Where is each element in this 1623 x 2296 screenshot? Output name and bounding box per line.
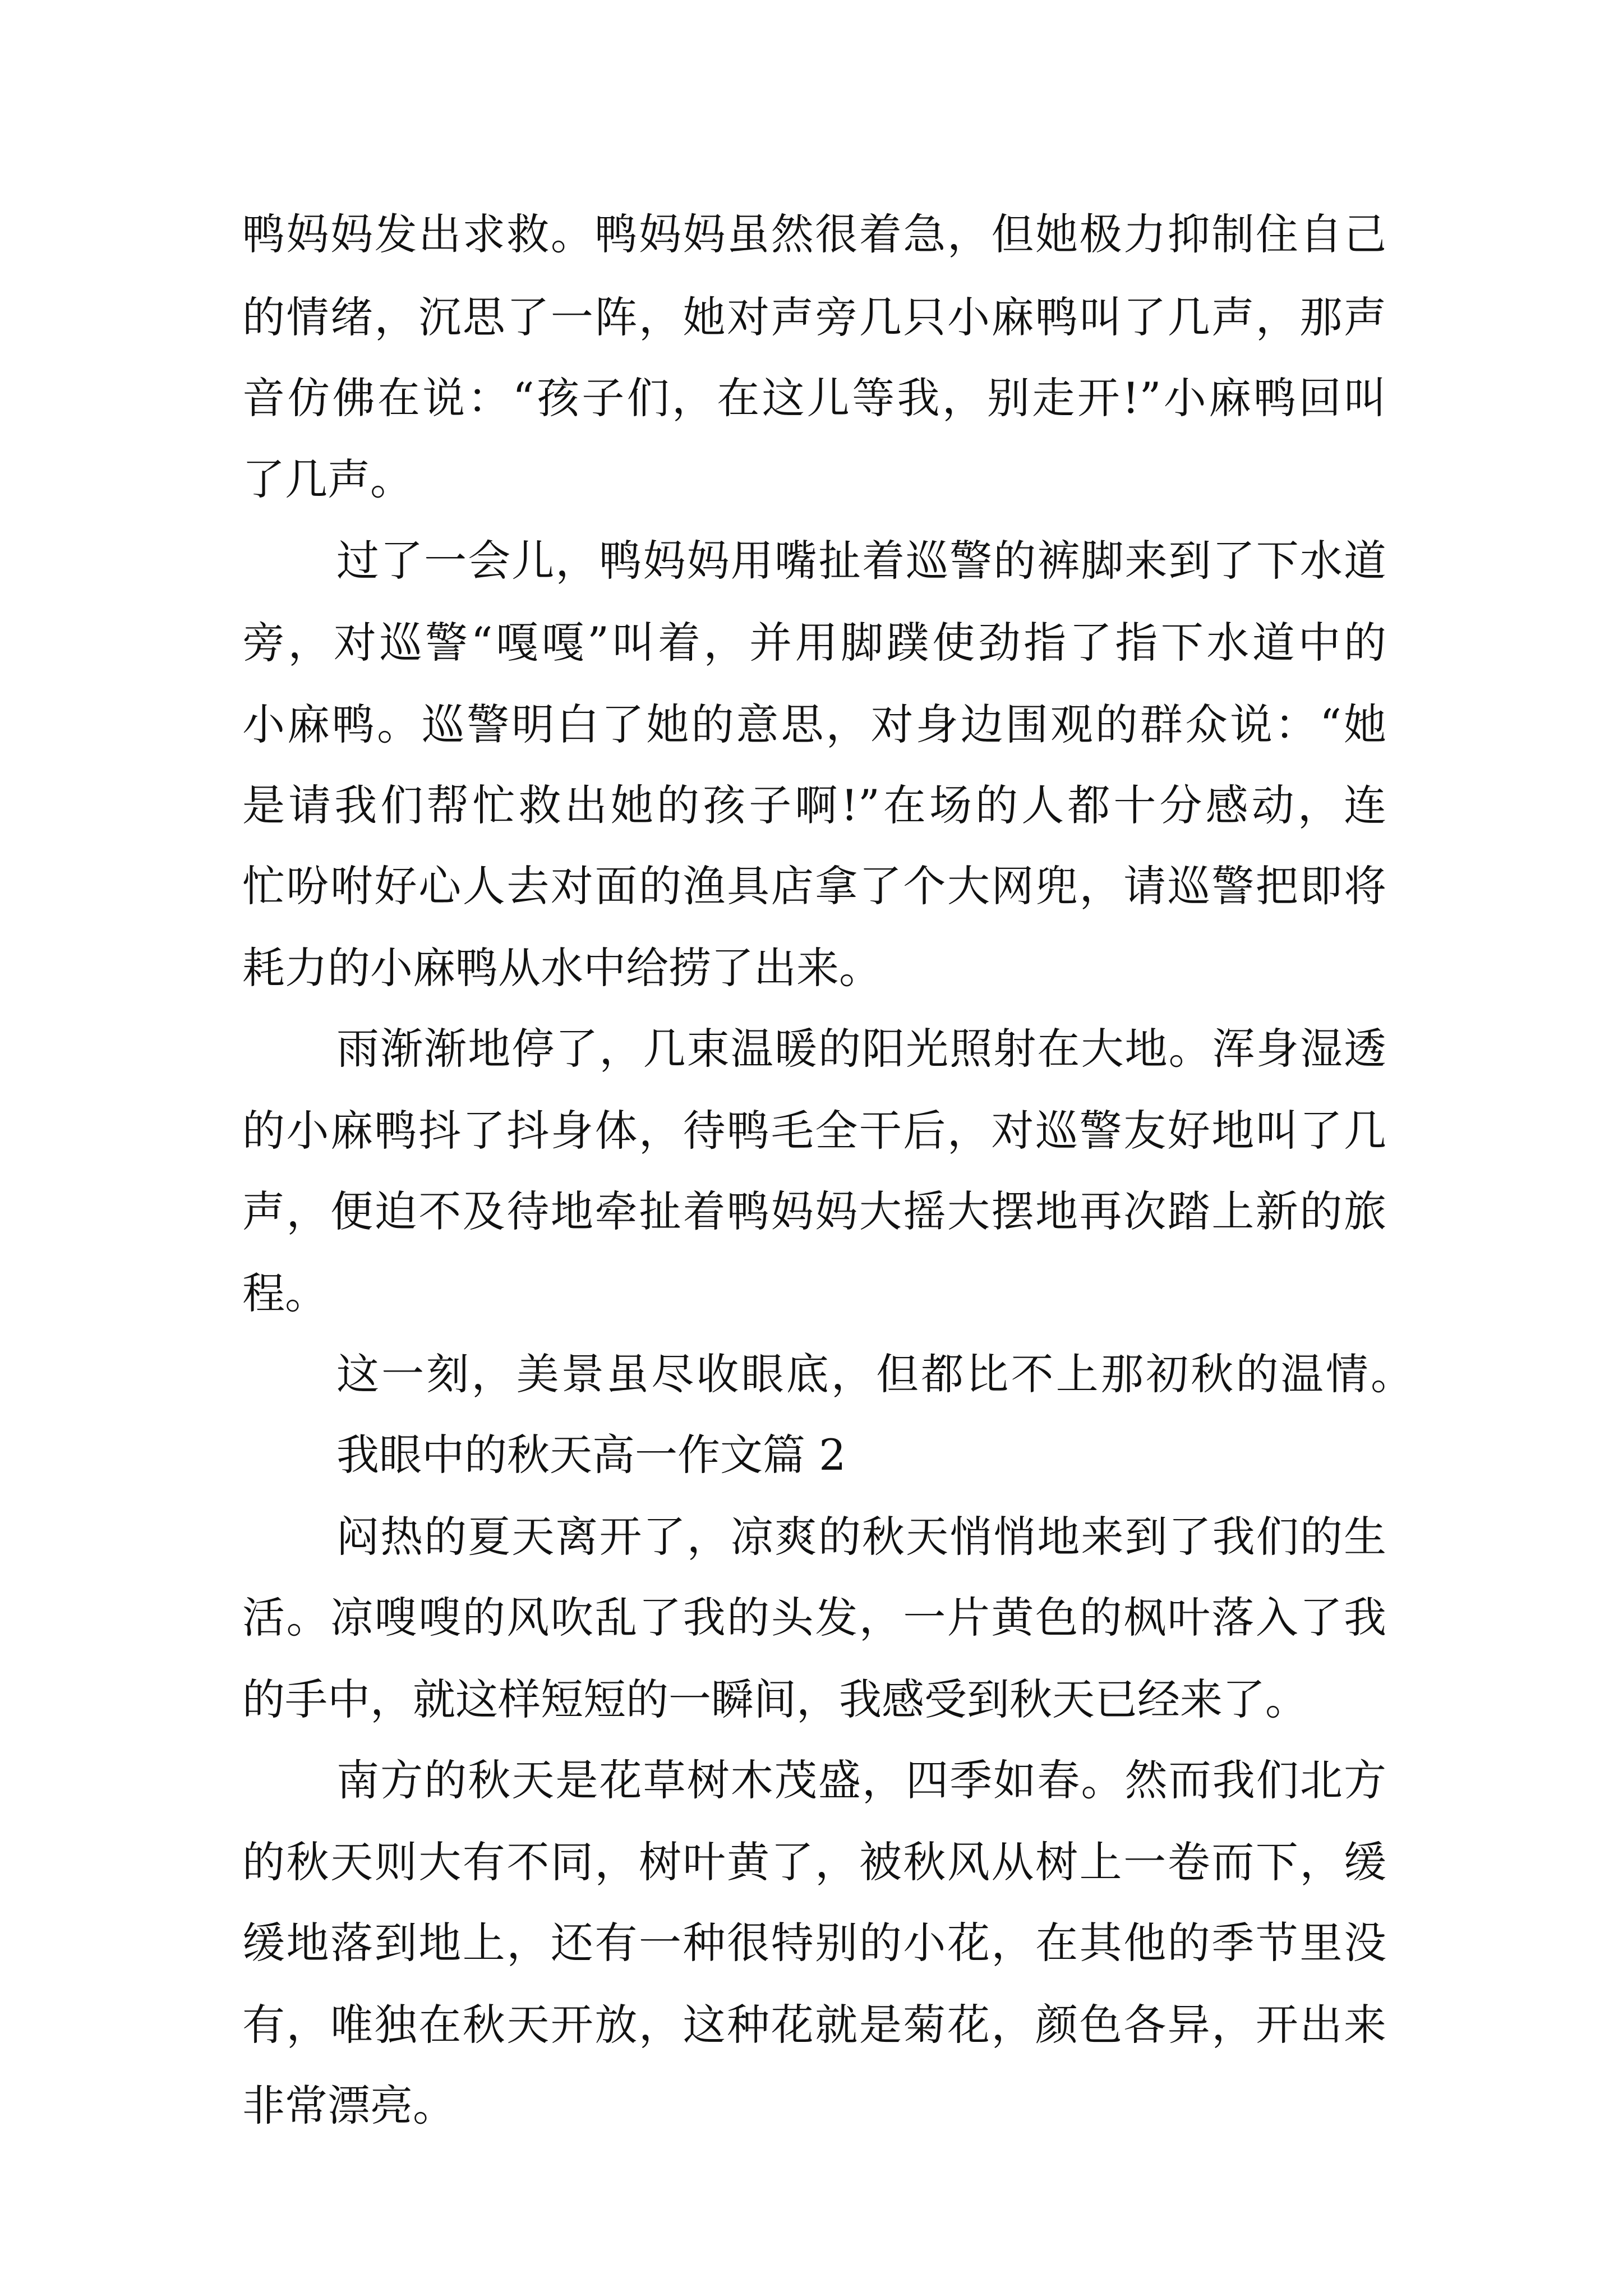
text-line: 音仿佛在说：“孩子们，在这儿等我，别走开!”小麻鸭回叫 — [242, 373, 1386, 423]
paragraph-first-line: 雨渐渐地停了，几束温暖的阳光照射在大地。浑身湿透 — [336, 1024, 1386, 1074]
paragraph-first-line: 闷热的夏天离开了，凉爽的秋天悄悄地来到了我们的生 — [336, 1512, 1386, 1562]
text-line: 有，唯独在秋天开放，这种花就是菊花，颜色各异，开出来 — [242, 2000, 1386, 2050]
text-line: 是请我们帮忙救出她的孩子啊!”在场的人都十分感动，连 — [242, 780, 1386, 830]
text-line: 小麻鸭。巡警明白了她的意思，对身边围观的群众说：“她 — [242, 700, 1386, 749]
text-line: 程。 — [242, 1268, 328, 1318]
text-line: 的手中，就这样短短的一瞬间，我感受到秋天已经来了。 — [242, 1674, 1308, 1724]
text-line: 旁，对巡警“嘎嘎”叫着，并用脚蹼使劲指了指下水道中的 — [242, 618, 1386, 668]
text-line: 耗力的小麻鸭从水中给捞了出来。 — [242, 943, 882, 993]
text-line: 了几声。 — [242, 454, 413, 504]
text-line: 的情绪，沉思了一阵，她对声旁几只小麻鸭叫了几声，那声 — [242, 292, 1386, 342]
text-line: 鸭妈妈发出求救。鸭妈妈虽然很着急，但她极力抑制住自己 — [242, 209, 1386, 259]
paragraph-first-line: 这一刻，美景虽尽收眼底，但都比不上那初秋的温情。 — [336, 1349, 1413, 1399]
text-line: 声，便迫不及待地牵扯着鸭妈妈大摇大摆地再次踏上新的旅 — [242, 1186, 1386, 1236]
text-line: 忙吩咐好心人去对面的渔具店拿了个大网兜，请巡警把即将 — [242, 861, 1386, 911]
text-line: 缓地落到地上，还有一种很特别的小花，在其他的季节里没 — [242, 1918, 1386, 1968]
text-line: 的小麻鸭抖了抖身体，待鸭毛全干后，对巡警友好地叫了几 — [242, 1106, 1386, 1156]
paragraph-first-line: 过了一会儿，鸭妈妈用嘴扯着巡警的裤脚来到了下水道 — [336, 536, 1386, 586]
text-line: 非常漂亮。 — [242, 2081, 455, 2131]
text-line: 活。凉嗖嗖的风吹乱了我的头发，一片黄色的枫叶落入了我 — [242, 1593, 1386, 1642]
paragraph-first-line: 南方的秋天是花草树木茂盛，四季如春。然而我们北方 — [336, 1755, 1386, 1805]
section-heading: 我眼中的秋天高一作文篇 2 — [336, 1430, 846, 1480]
text-line: 的秋天则大有不同，树叶黄了，被秋风从树上一卷而下，缓 — [242, 1837, 1386, 1887]
